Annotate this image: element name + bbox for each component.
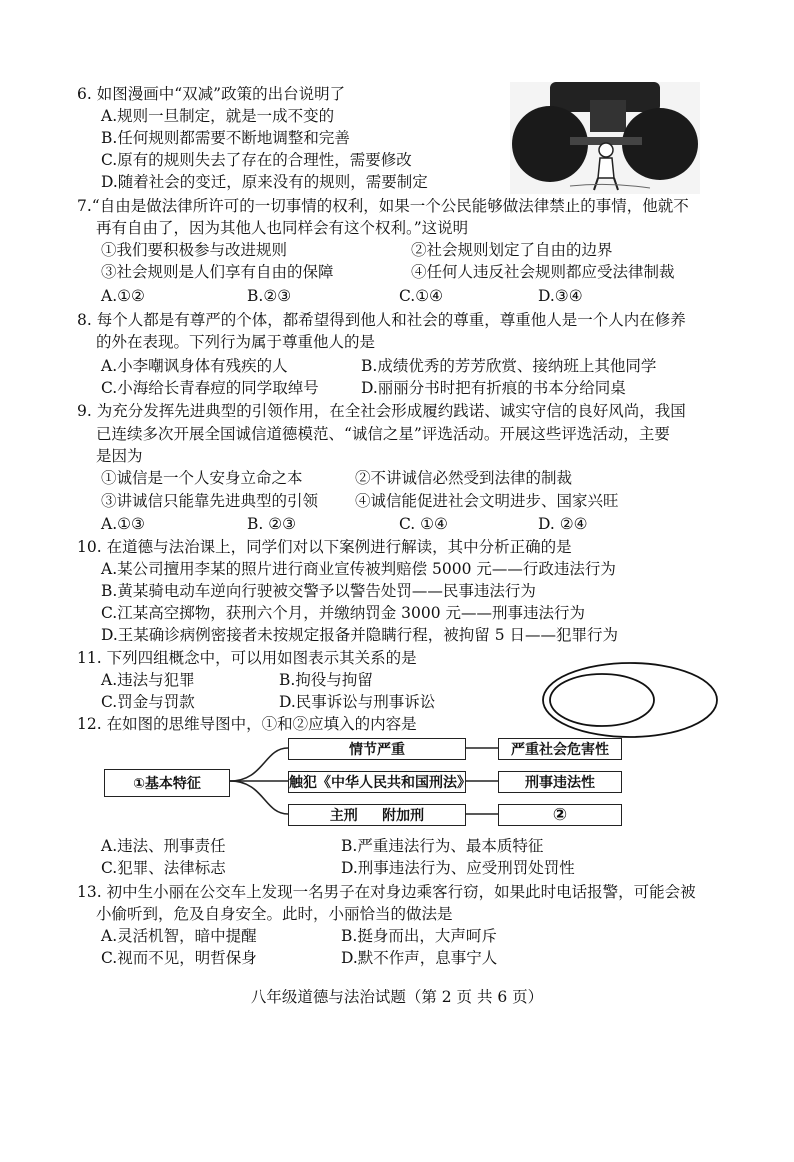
q9-choice-d: D. ②④ bbox=[538, 515, 588, 533]
q8-stem-line2: 的外在表现。下列行为属于尊重他人的是 bbox=[96, 333, 376, 351]
q13-stem-line2: 小偷听到，危及自身安全。此时，小丽恰当的做法是 bbox=[96, 905, 453, 923]
q7-choice-b: B.②③ bbox=[247, 287, 292, 305]
q11-choice-d: D.民事诉讼与刑事诉讼 bbox=[279, 693, 436, 711]
mind-map-node-plot: 情节严重 bbox=[288, 738, 466, 760]
q10-option-a: A.某公司擅用李某的照片进行商业宣传被判赔偿 5000 元——行政违法行为 bbox=[101, 560, 616, 578]
q6-option-b: B.任何规则都需要不断地调整和完善 bbox=[101, 129, 350, 147]
q12-choice-a: A.违法、刑事责任 bbox=[101, 837, 226, 855]
q6-option-a: A.规则一旦制定，就是一成不变的 bbox=[101, 107, 335, 125]
q9-stem-line3: 是因为 bbox=[96, 447, 143, 465]
mind-map-center-node: ①基本特征 bbox=[104, 769, 230, 797]
q6-stem: 6. 如图漫画中“双减”政策的出台说明了 bbox=[77, 85, 346, 103]
q9-choice-a: A.①③ bbox=[101, 515, 145, 533]
q9-choice-c: C. ①④ bbox=[399, 515, 448, 533]
q9-statement-4: ④诚信能促进社会文明进步、国家兴旺 bbox=[355, 492, 619, 510]
q8-choice-b: B.成绩优秀的芳芳欣赏、接纳班上其他同学 bbox=[361, 357, 657, 375]
q7-statement-3: ③社会规则是人们享有自由的保障 bbox=[101, 263, 334, 281]
page-footer: 八年级道德与法治试题（第 2 页 共 6 页） bbox=[250, 988, 544, 1006]
q13-choice-d: D.默不作声，息事宁人 bbox=[341, 949, 498, 967]
q6-option-d: D.随着社会的变迁，原来没有的规则，需要制定 bbox=[101, 173, 428, 191]
q10-stem: 10. 在道德与法治课上，同学们对以下案例进行解读，其中分析正确的是 bbox=[77, 538, 572, 556]
q11-stem: 11. 下列四组概念中，可以用如图表示其关系的是 bbox=[77, 649, 417, 667]
double-reduction-cartoon-image bbox=[510, 82, 700, 194]
mind-map-node-criminal-illegality: 刑事违法性 bbox=[498, 771, 622, 793]
q6-option-c: C.原有的规则失去了存在的合理性，需要修改 bbox=[101, 151, 412, 169]
q13-choice-c: C.视而不见，明哲保身 bbox=[101, 949, 257, 967]
mind-map-node-penalties: 主刑 附加刑 bbox=[288, 804, 466, 826]
q12-choice-c: C.犯罪、法律标志 bbox=[101, 859, 226, 877]
mind-map-diagram bbox=[104, 736, 624, 836]
mind-map-node-blank-2: ② bbox=[498, 804, 622, 826]
q7-choice-c: C.①④ bbox=[399, 287, 444, 305]
q8-stem-line1: 8. 每个人都是有尊严的个体，都希望得到他人和社会的尊重，尊重他人是一个人内在修养 bbox=[77, 311, 686, 329]
q7-choice-a: A.①② bbox=[101, 287, 145, 305]
q10-option-d: D.王某确诊病例密接者未按规定报备并隐瞒行程，被拘留 5 日——犯罪行为 bbox=[101, 626, 619, 644]
q8-choice-d: D.丽丽分书时把有折痕的书本分给同桌 bbox=[361, 379, 626, 397]
q7-statement-1: ①我们要积极参与改进规则 bbox=[101, 241, 288, 259]
q13-stem-line1: 13. 初中生小丽在公交车上发现一名男子在对身边乘客行窃，如果此时电话报警，可能会被 bbox=[77, 883, 696, 901]
q12-stem: 12. 在如图的思维导图中，①和②应填入的内容是 bbox=[77, 715, 417, 733]
q13-choice-b: B.挺身而出，大声呵斥 bbox=[341, 927, 497, 945]
q8-choice-c: C.小海给长青春痘的同学取绰号 bbox=[101, 379, 319, 397]
q7-stem-line1: 7.“自由是做法律所许可的一切事情的权利，如果一个公民能够做法律禁止的事情，他就不 bbox=[77, 197, 689, 215]
q9-statement-3: ③讲诚信只能靠先进典型的引领 bbox=[101, 492, 319, 510]
q7-stem-line2: 再有自由了，因为其他人也同样会有这个权利。”这说明 bbox=[96, 219, 469, 237]
q9-choice-b: B. ②③ bbox=[247, 515, 297, 533]
q12-choice-b: B.严重违法行为、最本质特征 bbox=[341, 837, 544, 855]
q10-option-b: B.黄某骑电动车逆向行驶被交警予以警告处罚——民事违法行为 bbox=[101, 582, 536, 600]
q9-stem-line1: 9. 为充分发挥先进典型的引领作用，在全社会形成履约践诺、诚实守信的良好风尚，我国 bbox=[77, 402, 686, 420]
mind-map-node-social-harm: 严重社会危害性 bbox=[498, 738, 622, 760]
q7-statement-2: ②社会规则划定了自由的边界 bbox=[411, 241, 613, 259]
nested-ellipse-diagram bbox=[540, 660, 720, 740]
q11-choice-a: A.违法与犯罪 bbox=[101, 671, 195, 689]
q10-option-c: C.江某高空掷物，获刑六个月，并缴纳罚金 3000 元——刑事违法行为 bbox=[101, 604, 586, 622]
q9-statement-1: ①诚信是一个人安身立命之本 bbox=[101, 469, 303, 487]
q9-statement-2: ②不讲诚信必然受到法律的制裁 bbox=[355, 469, 573, 487]
q7-choice-d: D.③④ bbox=[538, 287, 583, 305]
q9-stem-line2: 已连续多次开展全国诚信道德模范、“诚信之星”评选活动。开展这些评选活动，主要 bbox=[96, 425, 670, 443]
q7-statement-4: ④任何人违反社会规则都应受法律制裁 bbox=[411, 263, 675, 281]
q11-choice-c: C.罚金与罚款 bbox=[101, 693, 195, 711]
q12-choice-d: D.刑事违法行为、应受刑罚处罚性 bbox=[341, 859, 575, 877]
q11-choice-b: B.拘役与拘留 bbox=[279, 671, 373, 689]
q13-choice-a: A.灵活机智，暗中提醒 bbox=[101, 927, 257, 945]
q8-choice-a: A.小李嘲讽身体有残疾的人 bbox=[101, 357, 288, 375]
mind-map-node-criminal-law: 触犯《中华人民共和国刑法》 bbox=[288, 771, 466, 793]
